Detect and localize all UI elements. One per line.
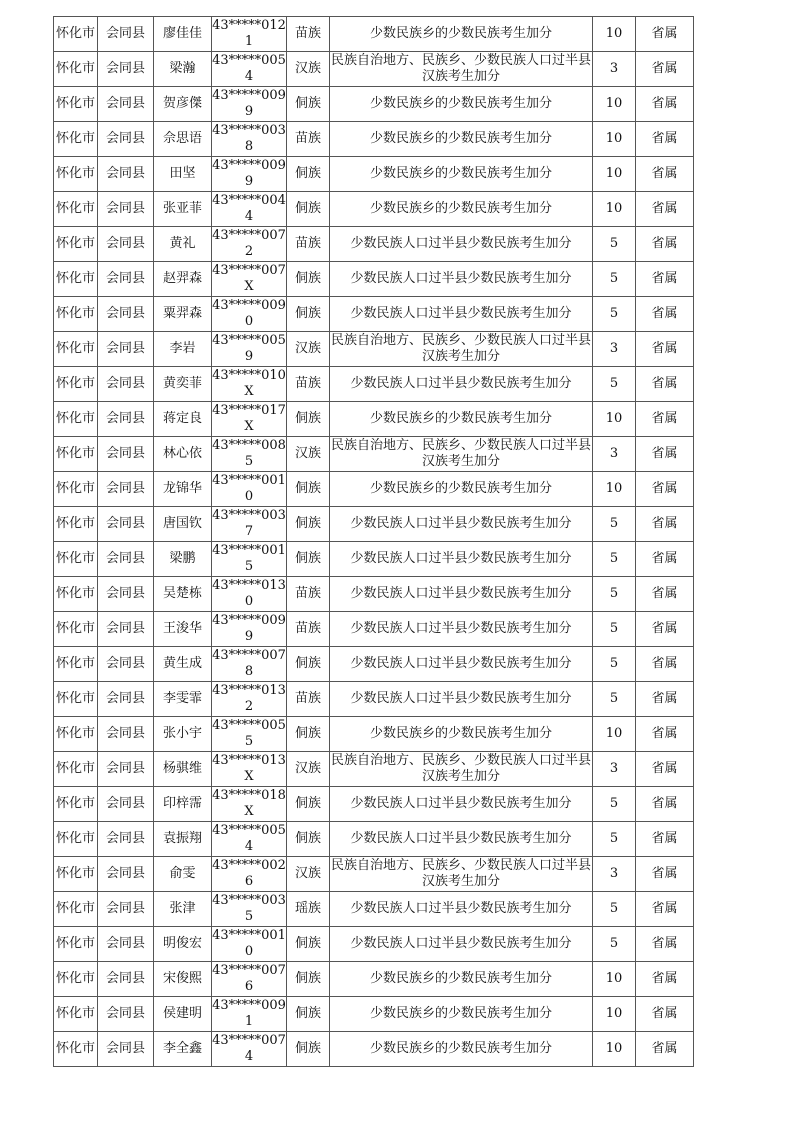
city-cell: 怀化市 bbox=[54, 367, 98, 402]
bonus-reason-cell: 少数民族乡的少数民族考生加分 bbox=[330, 17, 593, 52]
id-number-cell: 43*****0076 bbox=[212, 962, 287, 997]
level-cell: 省属 bbox=[636, 157, 694, 192]
county-cell: 会同县 bbox=[98, 157, 154, 192]
county-cell: 会同县 bbox=[98, 297, 154, 332]
id-number-cell: 43*****0059 bbox=[212, 332, 287, 367]
ethnicity-cell: 苗族 bbox=[287, 122, 330, 157]
bonus-score-cell: 10 bbox=[593, 1032, 636, 1067]
table-row bbox=[54, 262, 694, 297]
name-cell: 张津 bbox=[154, 892, 212, 927]
id-number-cell: 43*****0072 bbox=[212, 227, 287, 262]
level-cell: 省属 bbox=[636, 87, 694, 122]
city-cell: 怀化市 bbox=[54, 577, 98, 612]
name-cell: 黄生成 bbox=[154, 647, 212, 682]
city-cell: 怀化市 bbox=[54, 87, 98, 122]
table-row bbox=[54, 717, 694, 752]
bonus-reason-cell: 少数民族人口过半县少数民族考生加分 bbox=[330, 507, 593, 542]
city-cell: 怀化市 bbox=[54, 332, 98, 367]
level-cell: 省属 bbox=[636, 682, 694, 717]
bonus-reason-cell: 民族自治地方、民族乡、少数民族人口过半县汉族考生加分 bbox=[330, 437, 593, 472]
level-cell: 省属 bbox=[636, 262, 694, 297]
county-cell: 会同县 bbox=[98, 227, 154, 262]
bonus-score-cell: 5 bbox=[593, 787, 636, 822]
level-cell: 省属 bbox=[636, 227, 694, 262]
bonus-score-cell: 10 bbox=[593, 87, 636, 122]
name-cell: 龙锦华 bbox=[154, 472, 212, 507]
name-cell: 李岩 bbox=[154, 332, 212, 367]
bonus-score-cell: 10 bbox=[593, 472, 636, 507]
city-cell: 怀化市 bbox=[54, 297, 98, 332]
level-cell: 省属 bbox=[636, 857, 694, 892]
name-cell: 梁瀚 bbox=[154, 52, 212, 87]
bonus-score-cell: 5 bbox=[593, 647, 636, 682]
ethnicity-cell: 侗族 bbox=[287, 157, 330, 192]
bonus-reason-cell: 少数民族人口过半县少数民族考生加分 bbox=[330, 787, 593, 822]
county-cell: 会同县 bbox=[98, 192, 154, 227]
id-number-cell: 43*****0099 bbox=[212, 157, 287, 192]
bonus-score-cell: 10 bbox=[593, 962, 636, 997]
table-row bbox=[54, 857, 694, 892]
name-cell: 黄奕菲 bbox=[154, 367, 212, 402]
ethnicity-cell: 侗族 bbox=[287, 402, 330, 437]
name-cell: 唐国钦 bbox=[154, 507, 212, 542]
id-number-cell: 43*****007X bbox=[212, 262, 287, 297]
bonus-score-cell: 5 bbox=[593, 262, 636, 297]
bonus-reason-cell: 少数民族人口过半县少数民族考生加分 bbox=[330, 892, 593, 927]
id-number-cell: 43*****0132 bbox=[212, 682, 287, 717]
id-number-cell: 43*****0130 bbox=[212, 577, 287, 612]
bonus-reason-cell: 少数民族人口过半县少数民族考生加分 bbox=[330, 262, 593, 297]
ethnicity-cell: 侗族 bbox=[287, 87, 330, 122]
bonus-score-cell: 3 bbox=[593, 752, 636, 787]
city-cell: 怀化市 bbox=[54, 402, 98, 437]
id-number-cell: 43*****0054 bbox=[212, 52, 287, 87]
table-row bbox=[54, 577, 694, 612]
bonus-score-cell: 3 bbox=[593, 332, 636, 367]
bonus-reason-cell: 少数民族乡的少数民族考生加分 bbox=[330, 962, 593, 997]
ethnicity-cell: 汉族 bbox=[287, 857, 330, 892]
name-cell: 李全鑫 bbox=[154, 1032, 212, 1067]
county-cell: 会同县 bbox=[98, 437, 154, 472]
city-cell: 怀化市 bbox=[54, 262, 98, 297]
name-cell: 佘思语 bbox=[154, 122, 212, 157]
city-cell: 怀化市 bbox=[54, 612, 98, 647]
level-cell: 省属 bbox=[636, 402, 694, 437]
ethnicity-cell: 苗族 bbox=[287, 227, 330, 262]
bonus-reason-cell: 民族自治地方、民族乡、少数民族人口过半县汉族考生加分 bbox=[330, 752, 593, 787]
bonus-score-cell: 5 bbox=[593, 227, 636, 262]
table-row bbox=[54, 157, 694, 192]
bonus-score-cell: 5 bbox=[593, 682, 636, 717]
county-cell: 会同县 bbox=[98, 262, 154, 297]
bonus-reason-cell: 少数民族乡的少数民族考生加分 bbox=[330, 1032, 593, 1067]
level-cell: 省属 bbox=[636, 52, 694, 87]
bonus-score-cell: 10 bbox=[593, 997, 636, 1032]
table-row bbox=[54, 1032, 694, 1067]
city-cell: 怀化市 bbox=[54, 122, 98, 157]
name-cell: 印梓霈 bbox=[154, 787, 212, 822]
bonus-reason-cell: 少数民族人口过半县少数民族考生加分 bbox=[330, 682, 593, 717]
id-number-cell: 43*****0090 bbox=[212, 297, 287, 332]
name-cell: 梁鹏 bbox=[154, 542, 212, 577]
name-cell: 田坚 bbox=[154, 157, 212, 192]
id-number-cell: 43*****017X bbox=[212, 402, 287, 437]
ethnicity-cell: 苗族 bbox=[287, 577, 330, 612]
table-row bbox=[54, 997, 694, 1032]
level-cell: 省属 bbox=[636, 332, 694, 367]
level-cell: 省属 bbox=[636, 297, 694, 332]
county-cell: 会同县 bbox=[98, 927, 154, 962]
ethnicity-cell: 侗族 bbox=[287, 192, 330, 227]
name-cell: 俞雯 bbox=[154, 857, 212, 892]
name-cell: 侯建明 bbox=[154, 997, 212, 1032]
name-cell: 廖佳佳 bbox=[154, 17, 212, 52]
table-row bbox=[54, 192, 694, 227]
table-row bbox=[54, 472, 694, 507]
city-cell: 怀化市 bbox=[54, 542, 98, 577]
id-number-cell: 43*****0055 bbox=[212, 717, 287, 752]
table-row bbox=[54, 227, 694, 262]
table-row bbox=[54, 542, 694, 577]
id-number-cell: 43*****0085 bbox=[212, 437, 287, 472]
ethnicity-cell: 苗族 bbox=[287, 612, 330, 647]
bonus-score-cell: 10 bbox=[593, 122, 636, 157]
level-cell: 省属 bbox=[636, 717, 694, 752]
name-cell: 张小宇 bbox=[154, 717, 212, 752]
id-number-cell: 43*****0099 bbox=[212, 87, 287, 122]
bonus-score-cell: 5 bbox=[593, 822, 636, 857]
city-cell: 怀化市 bbox=[54, 507, 98, 542]
city-cell: 怀化市 bbox=[54, 17, 98, 52]
level-cell: 省属 bbox=[636, 997, 694, 1032]
ethnicity-cell: 侗族 bbox=[287, 787, 330, 822]
bonus-score-cell: 5 bbox=[593, 542, 636, 577]
level-cell: 省属 bbox=[636, 752, 694, 787]
level-cell: 省属 bbox=[636, 17, 694, 52]
bonus-reason-cell: 少数民族乡的少数民族考生加分 bbox=[330, 157, 593, 192]
level-cell: 省属 bbox=[636, 822, 694, 857]
name-cell: 黄礼 bbox=[154, 227, 212, 262]
bonus-score-cell: 5 bbox=[593, 577, 636, 612]
city-cell: 怀化市 bbox=[54, 997, 98, 1032]
city-cell: 怀化市 bbox=[54, 1032, 98, 1067]
bonus-reason-cell: 少数民族人口过半县少数民族考生加分 bbox=[330, 297, 593, 332]
bonus-reason-cell: 少数民族人口过半县少数民族考生加分 bbox=[330, 612, 593, 647]
bonus-score-cell: 10 bbox=[593, 157, 636, 192]
county-cell: 会同县 bbox=[98, 997, 154, 1032]
bonus-points-table bbox=[53, 16, 694, 1067]
ethnicity-cell: 瑶族 bbox=[287, 892, 330, 927]
id-number-cell: 43*****010X bbox=[212, 367, 287, 402]
table-row bbox=[54, 752, 694, 787]
level-cell: 省属 bbox=[636, 1032, 694, 1067]
bonus-reason-cell: 民族自治地方、民族乡、少数民族人口过半县汉族考生加分 bbox=[330, 332, 593, 367]
ethnicity-cell: 侗族 bbox=[287, 647, 330, 682]
city-cell: 怀化市 bbox=[54, 157, 98, 192]
name-cell: 宋俊熙 bbox=[154, 962, 212, 997]
county-cell: 会同县 bbox=[98, 682, 154, 717]
county-cell: 会同县 bbox=[98, 962, 154, 997]
table-row bbox=[54, 122, 694, 157]
name-cell: 林心依 bbox=[154, 437, 212, 472]
bonus-reason-cell: 少数民族人口过半县少数民族考生加分 bbox=[330, 542, 593, 577]
city-cell: 怀化市 bbox=[54, 927, 98, 962]
table-row bbox=[54, 87, 694, 122]
bonus-reason-cell: 少数民族乡的少数民族考生加分 bbox=[330, 472, 593, 507]
name-cell: 吴楚栋 bbox=[154, 577, 212, 612]
county-cell: 会同县 bbox=[98, 752, 154, 787]
ethnicity-cell: 侗族 bbox=[287, 822, 330, 857]
id-number-cell: 43*****0091 bbox=[212, 997, 287, 1032]
table-row bbox=[54, 52, 694, 87]
county-cell: 会同县 bbox=[98, 367, 154, 402]
ethnicity-cell: 侗族 bbox=[287, 507, 330, 542]
level-cell: 省属 bbox=[636, 962, 694, 997]
bonus-score-cell: 3 bbox=[593, 437, 636, 472]
city-cell: 怀化市 bbox=[54, 822, 98, 857]
id-number-cell: 43*****0074 bbox=[212, 1032, 287, 1067]
county-cell: 会同县 bbox=[98, 542, 154, 577]
bonus-score-cell: 10 bbox=[593, 192, 636, 227]
ethnicity-cell: 侗族 bbox=[287, 927, 330, 962]
table-row bbox=[54, 297, 694, 332]
bonus-reason-cell: 少数民族乡的少数民族考生加分 bbox=[330, 997, 593, 1032]
bonus-score-cell: 10 bbox=[593, 402, 636, 437]
level-cell: 省属 bbox=[636, 542, 694, 577]
ethnicity-cell: 侗族 bbox=[287, 962, 330, 997]
level-cell: 省属 bbox=[636, 122, 694, 157]
level-cell: 省属 bbox=[636, 192, 694, 227]
ethnicity-cell: 汉族 bbox=[287, 752, 330, 787]
level-cell: 省属 bbox=[636, 647, 694, 682]
name-cell: 粟羿森 bbox=[154, 297, 212, 332]
city-cell: 怀化市 bbox=[54, 52, 98, 87]
ethnicity-cell: 苗族 bbox=[287, 17, 330, 52]
bonus-reason-cell: 少数民族乡的少数民族考生加分 bbox=[330, 717, 593, 752]
id-number-cell: 43*****0035 bbox=[212, 892, 287, 927]
table-row bbox=[54, 962, 694, 997]
ethnicity-cell: 汉族 bbox=[287, 52, 330, 87]
city-cell: 怀化市 bbox=[54, 752, 98, 787]
ethnicity-cell: 侗族 bbox=[287, 472, 330, 507]
county-cell: 会同县 bbox=[98, 87, 154, 122]
id-number-cell: 43*****0010 bbox=[212, 927, 287, 962]
bonus-score-cell: 5 bbox=[593, 507, 636, 542]
city-cell: 怀化市 bbox=[54, 682, 98, 717]
id-number-cell: 43*****0010 bbox=[212, 472, 287, 507]
bonus-reason-cell: 少数民族乡的少数民族考生加分 bbox=[330, 122, 593, 157]
level-cell: 省属 bbox=[636, 787, 694, 822]
table-row bbox=[54, 402, 694, 437]
city-cell: 怀化市 bbox=[54, 892, 98, 927]
id-number-cell: 43*****0015 bbox=[212, 542, 287, 577]
name-cell: 杨骐维 bbox=[154, 752, 212, 787]
table-row bbox=[54, 682, 694, 717]
county-cell: 会同县 bbox=[98, 577, 154, 612]
level-cell: 省属 bbox=[636, 437, 694, 472]
name-cell: 贺彦傑 bbox=[154, 87, 212, 122]
city-cell: 怀化市 bbox=[54, 787, 98, 822]
name-cell: 张亚菲 bbox=[154, 192, 212, 227]
table-row bbox=[54, 892, 694, 927]
bonus-reason-cell: 少数民族乡的少数民族考生加分 bbox=[330, 87, 593, 122]
id-number-cell: 43*****0121 bbox=[212, 17, 287, 52]
ethnicity-cell: 侗族 bbox=[287, 262, 330, 297]
bonus-score-cell: 10 bbox=[593, 17, 636, 52]
ethnicity-cell: 侗族 bbox=[287, 1032, 330, 1067]
county-cell: 会同县 bbox=[98, 612, 154, 647]
table-body bbox=[54, 17, 694, 1067]
county-cell: 会同县 bbox=[98, 52, 154, 87]
table-row bbox=[54, 437, 694, 472]
bonus-reason-cell: 少数民族人口过半县少数民族考生加分 bbox=[330, 822, 593, 857]
bonus-reason-cell: 少数民族乡的少数民族考生加分 bbox=[330, 192, 593, 227]
level-cell: 省属 bbox=[636, 612, 694, 647]
bonus-reason-cell: 民族自治地方、民族乡、少数民族人口过半县汉族考生加分 bbox=[330, 52, 593, 87]
bonus-score-cell: 10 bbox=[593, 717, 636, 752]
city-cell: 怀化市 bbox=[54, 647, 98, 682]
bonus-reason-cell: 少数民族人口过半县少数民族考生加分 bbox=[330, 577, 593, 612]
id-number-cell: 43*****0037 bbox=[212, 507, 287, 542]
name-cell: 明俊宏 bbox=[154, 927, 212, 962]
table-row bbox=[54, 332, 694, 367]
bonus-score-cell: 5 bbox=[593, 612, 636, 647]
level-cell: 省属 bbox=[636, 367, 694, 402]
name-cell: 蒋定良 bbox=[154, 402, 212, 437]
bonus-reason-cell: 少数民族人口过半县少数民族考生加分 bbox=[330, 367, 593, 402]
ethnicity-cell: 汉族 bbox=[287, 437, 330, 472]
ethnicity-cell: 侗族 bbox=[287, 717, 330, 752]
bonus-reason-cell: 少数民族人口过半县少数民族考生加分 bbox=[330, 227, 593, 262]
bonus-reason-cell: 少数民族人口过半县少数民族考生加分 bbox=[330, 927, 593, 962]
county-cell: 会同县 bbox=[98, 332, 154, 367]
table-row bbox=[54, 927, 694, 962]
bonus-reason-cell: 民族自治地方、民族乡、少数民族人口过半县汉族考生加分 bbox=[330, 857, 593, 892]
id-number-cell: 43*****018X bbox=[212, 787, 287, 822]
county-cell: 会同县 bbox=[98, 402, 154, 437]
level-cell: 省属 bbox=[636, 927, 694, 962]
name-cell: 赵羿森 bbox=[154, 262, 212, 297]
city-cell: 怀化市 bbox=[54, 192, 98, 227]
county-cell: 会同县 bbox=[98, 507, 154, 542]
name-cell: 王浚华 bbox=[154, 612, 212, 647]
county-cell: 会同县 bbox=[98, 1032, 154, 1067]
city-cell: 怀化市 bbox=[54, 962, 98, 997]
id-number-cell: 43*****0038 bbox=[212, 122, 287, 157]
bonus-score-cell: 5 bbox=[593, 367, 636, 402]
county-cell: 会同县 bbox=[98, 857, 154, 892]
id-number-cell: 43*****0044 bbox=[212, 192, 287, 227]
table-row bbox=[54, 507, 694, 542]
county-cell: 会同县 bbox=[98, 17, 154, 52]
ethnicity-cell: 苗族 bbox=[287, 682, 330, 717]
level-cell: 省属 bbox=[636, 892, 694, 927]
city-cell: 怀化市 bbox=[54, 857, 98, 892]
city-cell: 怀化市 bbox=[54, 227, 98, 262]
ethnicity-cell: 侗族 bbox=[287, 542, 330, 577]
bonus-score-cell: 3 bbox=[593, 857, 636, 892]
level-cell: 省属 bbox=[636, 472, 694, 507]
city-cell: 怀化市 bbox=[54, 717, 98, 752]
table-row bbox=[54, 822, 694, 857]
level-cell: 省属 bbox=[636, 507, 694, 542]
table-row bbox=[54, 17, 694, 52]
name-cell: 李雯霏 bbox=[154, 682, 212, 717]
county-cell: 会同县 bbox=[98, 647, 154, 682]
ethnicity-cell: 侗族 bbox=[287, 297, 330, 332]
bonus-reason-cell: 少数民族人口过半县少数民族考生加分 bbox=[330, 647, 593, 682]
bonus-score-cell: 5 bbox=[593, 927, 636, 962]
table-row bbox=[54, 647, 694, 682]
bonus-score-cell: 5 bbox=[593, 892, 636, 927]
table-row bbox=[54, 612, 694, 647]
county-cell: 会同县 bbox=[98, 717, 154, 752]
id-number-cell: 43*****0099 bbox=[212, 612, 287, 647]
county-cell: 会同县 bbox=[98, 472, 154, 507]
county-cell: 会同县 bbox=[98, 787, 154, 822]
id-number-cell: 43*****0054 bbox=[212, 822, 287, 857]
county-cell: 会同县 bbox=[98, 122, 154, 157]
id-number-cell: 43*****0078 bbox=[212, 647, 287, 682]
level-cell: 省属 bbox=[636, 577, 694, 612]
bonus-reason-cell: 少数民族乡的少数民族考生加分 bbox=[330, 402, 593, 437]
name-cell: 袁振翔 bbox=[154, 822, 212, 857]
ethnicity-cell: 汉族 bbox=[287, 332, 330, 367]
id-number-cell: 43*****0026 bbox=[212, 857, 287, 892]
county-cell: 会同县 bbox=[98, 822, 154, 857]
id-number-cell: 43*****013X bbox=[212, 752, 287, 787]
table-row bbox=[54, 787, 694, 822]
ethnicity-cell: 苗族 bbox=[287, 367, 330, 402]
bonus-score-cell: 5 bbox=[593, 297, 636, 332]
county-cell: 会同县 bbox=[98, 892, 154, 927]
bonus-score-cell: 3 bbox=[593, 52, 636, 87]
city-cell: 怀化市 bbox=[54, 437, 98, 472]
table-row bbox=[54, 367, 694, 402]
ethnicity-cell: 侗族 bbox=[287, 997, 330, 1032]
city-cell: 怀化市 bbox=[54, 472, 98, 507]
